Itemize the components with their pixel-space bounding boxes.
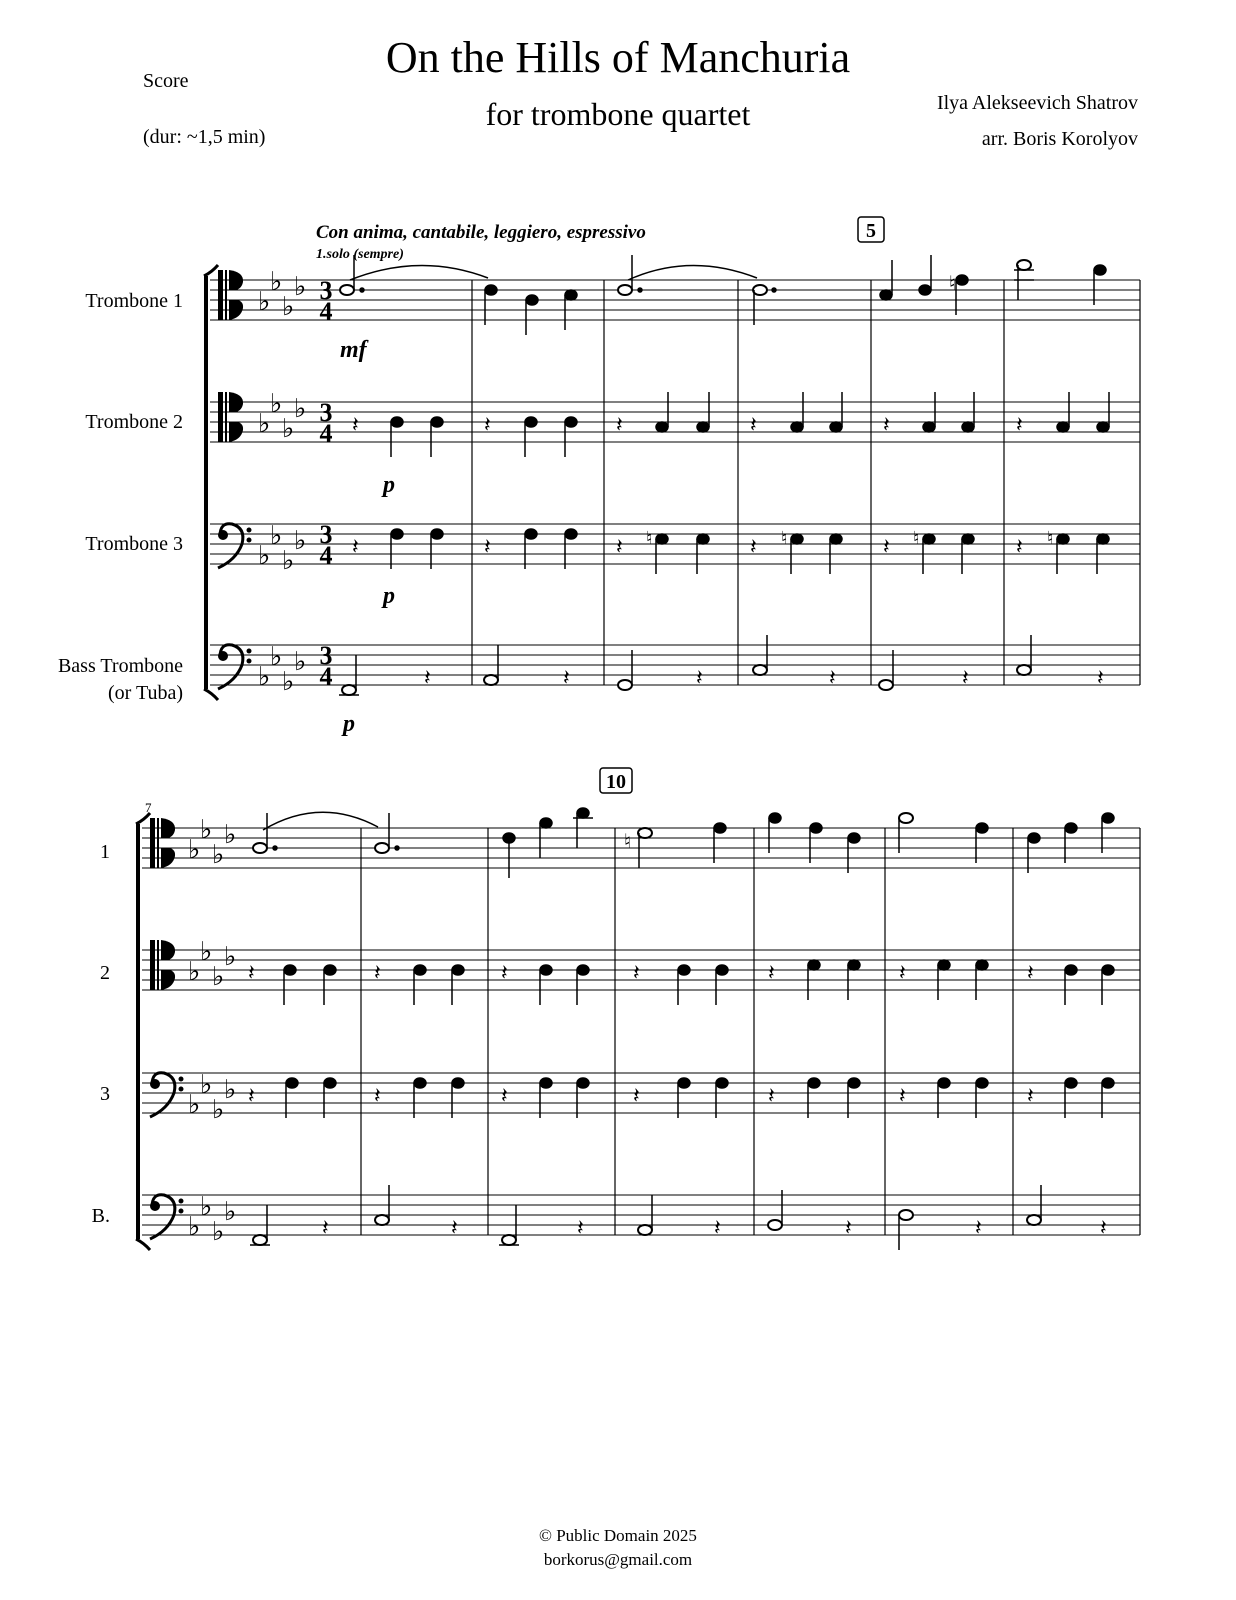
system-1 — [58, 217, 1140, 737]
score-label: Score — [143, 70, 189, 92]
svg-text:♭: ♭ — [294, 394, 307, 423]
svg-text:♭: ♭ — [258, 662, 271, 691]
svg-text:𝄽: 𝄽 — [374, 1083, 381, 1108]
trombone-3-notes — [248, 1078, 1114, 1118]
svg-text:𝄽: 𝄽 — [352, 534, 359, 559]
contact-email: borkorus@gmail.com — [543, 1550, 693, 1569]
svg-text:♭: ♭ — [282, 546, 295, 575]
arranger-name: arr. Boris Korolyov — [981, 128, 1138, 150]
svg-text:♭: ♭ — [270, 389, 283, 418]
svg-text:4: 4 — [319, 419, 333, 448]
solo-indication: 1.solo (sempre) — [316, 247, 404, 262]
svg-text:♭: ♭ — [294, 647, 307, 676]
score-title: On the Hills of Manchuria — [385, 33, 851, 82]
svg-text:𝄽: 𝄽 — [975, 1215, 982, 1240]
bass-clef — [218, 645, 252, 689]
svg-text:♭: ♭ — [212, 840, 225, 869]
svg-text:♭: ♭ — [188, 1090, 201, 1119]
svg-text:♭: ♭ — [282, 667, 295, 696]
tenor-clef — [218, 392, 243, 442]
svg-text:♭: ♭ — [270, 642, 283, 671]
instrument-name: Trombone 1 — [85, 290, 183, 312]
svg-text:♭: ♭ — [200, 937, 213, 966]
svg-text:♭: ♭ — [212, 962, 225, 991]
svg-text:𝄽: 𝄽 — [899, 960, 906, 985]
svg-text:𝄽: 𝄽 — [501, 1083, 508, 1108]
duration-label: (dur: ~1,5 min) — [143, 126, 266, 148]
system-bracket — [204, 265, 218, 700]
copyright-notice: © Public Domain 2025 — [539, 1526, 697, 1545]
svg-text:♭: ♭ — [224, 1075, 237, 1104]
instrument-short-name: 1 — [100, 841, 110, 863]
svg-text:♭: ♭ — [188, 957, 201, 986]
svg-text:𝄽: 𝄽 — [424, 665, 431, 690]
rehearsal-mark: 10 — [606, 771, 626, 793]
svg-text:𝄽: 𝄽 — [633, 1083, 640, 1108]
system-2 — [92, 768, 1140, 1250]
score-subtitle: for trombone quartet — [485, 96, 751, 132]
svg-text:𝄽: 𝄽 — [1016, 412, 1023, 437]
svg-text:p: p — [343, 711, 355, 737]
svg-text:3: 3 — [319, 276, 333, 305]
svg-text:4: 4 — [319, 297, 333, 326]
svg-text:𝄽: 𝄽 — [714, 1215, 721, 1240]
svg-text:♮: ♮ — [781, 528, 788, 548]
svg-text:♭: ♭ — [224, 1197, 237, 1226]
svg-text:♭: ♭ — [188, 1212, 201, 1241]
svg-text:♭: ♭ — [212, 1217, 225, 1246]
svg-text:♭: ♭ — [224, 820, 237, 849]
svg-text:♭: ♭ — [188, 835, 201, 864]
svg-text:♭: ♭ — [258, 541, 271, 570]
system-bracket — [136, 813, 150, 1250]
svg-text:𝄽: 𝄽 — [451, 1215, 458, 1240]
trombone-2-notes — [248, 960, 1114, 1005]
svg-text:𝄽: 𝄽 — [616, 534, 623, 559]
time-signature — [320, 276, 333, 691]
svg-text:♮: ♮ — [646, 528, 653, 548]
svg-text:♭: ♭ — [282, 292, 295, 321]
trombone-1-notes — [340, 255, 1106, 335]
instrument-name: (or Tuba) — [107, 682, 183, 704]
instrument-name: Trombone 2 — [85, 411, 183, 433]
svg-text:𝄽: 𝄽 — [352, 412, 359, 437]
tenor-clef — [150, 940, 175, 990]
svg-text:𝄽: 𝄽 — [962, 665, 969, 690]
svg-text:♭: ♭ — [258, 409, 271, 438]
svg-text:♭: ♭ — [200, 1070, 213, 1099]
svg-text:♮: ♮ — [913, 528, 920, 548]
svg-text:𝄽: 𝄽 — [484, 412, 491, 437]
instrument-short-name: 2 — [100, 962, 110, 984]
svg-text:𝄽: 𝄽 — [563, 665, 570, 690]
svg-text:♭: ♭ — [200, 1192, 213, 1221]
instrument-name: Trombone 3 — [85, 533, 183, 555]
svg-text:♭: ♭ — [270, 521, 283, 550]
rehearsal-mark: 5 — [866, 220, 876, 242]
svg-text:♮: ♮ — [1047, 528, 1054, 548]
svg-text:𝄽: 𝄽 — [1100, 1215, 1107, 1240]
bass-clef — [150, 1195, 184, 1239]
trombone-3-notes — [352, 528, 1109, 574]
barlines — [361, 828, 1140, 1235]
svg-text:𝄽: 𝄽 — [577, 1215, 584, 1240]
svg-text:𝄽: 𝄽 — [616, 412, 623, 437]
svg-text:3: 3 — [319, 520, 333, 549]
svg-text:𝄽: 𝄽 — [845, 1215, 852, 1240]
instrument-short-name: 3 — [100, 1083, 110, 1105]
svg-text:𝄽: 𝄽 — [1027, 1083, 1034, 1108]
svg-text:𝄽: 𝄽 — [768, 1083, 775, 1108]
svg-text:mf: mf — [340, 337, 367, 363]
tempo-marking: Con anima, cantabile, leggiero, espressivo — [316, 222, 646, 243]
tenor-clef — [150, 818, 175, 868]
key-signature — [258, 267, 306, 696]
svg-text:𝄽: 𝄽 — [883, 534, 890, 559]
svg-text:♭: ♭ — [200, 815, 213, 844]
svg-text:♮: ♮ — [624, 831, 632, 853]
svg-text:4: 4 — [319, 541, 333, 570]
svg-text:♮: ♮ — [949, 273, 957, 295]
instrument-short-name: B. — [91, 1205, 110, 1227]
staff-lines — [142, 828, 1140, 1235]
tenor-clef — [218, 270, 243, 320]
svg-text:𝄽: 𝄽 — [374, 960, 381, 985]
svg-text:𝄽: 𝄽 — [1027, 960, 1034, 985]
svg-text:𝄽: 𝄽 — [248, 1083, 255, 1108]
svg-text:♭: ♭ — [294, 272, 307, 301]
svg-text:𝄽: 𝄽 — [248, 960, 255, 985]
svg-text:𝄽: 𝄽 — [484, 534, 491, 559]
svg-text:♭: ♭ — [258, 287, 271, 316]
svg-text:𝄽: 𝄽 — [1016, 534, 1023, 559]
measure-number: 7 — [145, 800, 152, 815]
svg-text:𝄽: 𝄽 — [829, 665, 836, 690]
svg-text:4: 4 — [319, 662, 333, 691]
svg-text:𝄽: 𝄽 — [750, 412, 757, 437]
svg-text:♭: ♭ — [294, 526, 307, 555]
svg-text:3: 3 — [319, 398, 333, 427]
svg-text:𝄽: 𝄽 — [883, 412, 890, 437]
composer-name: Ilya Alekseevich Shatrov — [936, 92, 1138, 114]
key-signature — [188, 815, 236, 1246]
svg-text:𝄽: 𝄽 — [899, 1083, 906, 1108]
barlines — [472, 280, 1140, 685]
svg-text:♭: ♭ — [282, 414, 295, 443]
dynamics — [340, 337, 395, 737]
svg-text:𝄽: 𝄽 — [750, 534, 757, 559]
svg-text:p: p — [383, 472, 395, 498]
svg-text:♭: ♭ — [270, 267, 283, 296]
svg-text:𝄽: 𝄽 — [696, 665, 703, 690]
svg-text:3: 3 — [319, 641, 333, 670]
svg-text:𝄽: 𝄽 — [501, 960, 508, 985]
svg-text:𝄽: 𝄽 — [1097, 665, 1104, 690]
bass-clef — [150, 1073, 184, 1117]
svg-text:𝄽: 𝄽 — [768, 960, 775, 985]
bass-clef — [218, 524, 252, 568]
svg-text:p: p — [383, 583, 395, 609]
instrument-name: Bass Trombone — [57, 655, 183, 677]
svg-text:♭: ♭ — [224, 942, 237, 971]
svg-text:𝄽: 𝄽 — [322, 1215, 329, 1240]
svg-text:𝄽: 𝄽 — [633, 960, 640, 985]
svg-text:♭: ♭ — [212, 1095, 225, 1124]
